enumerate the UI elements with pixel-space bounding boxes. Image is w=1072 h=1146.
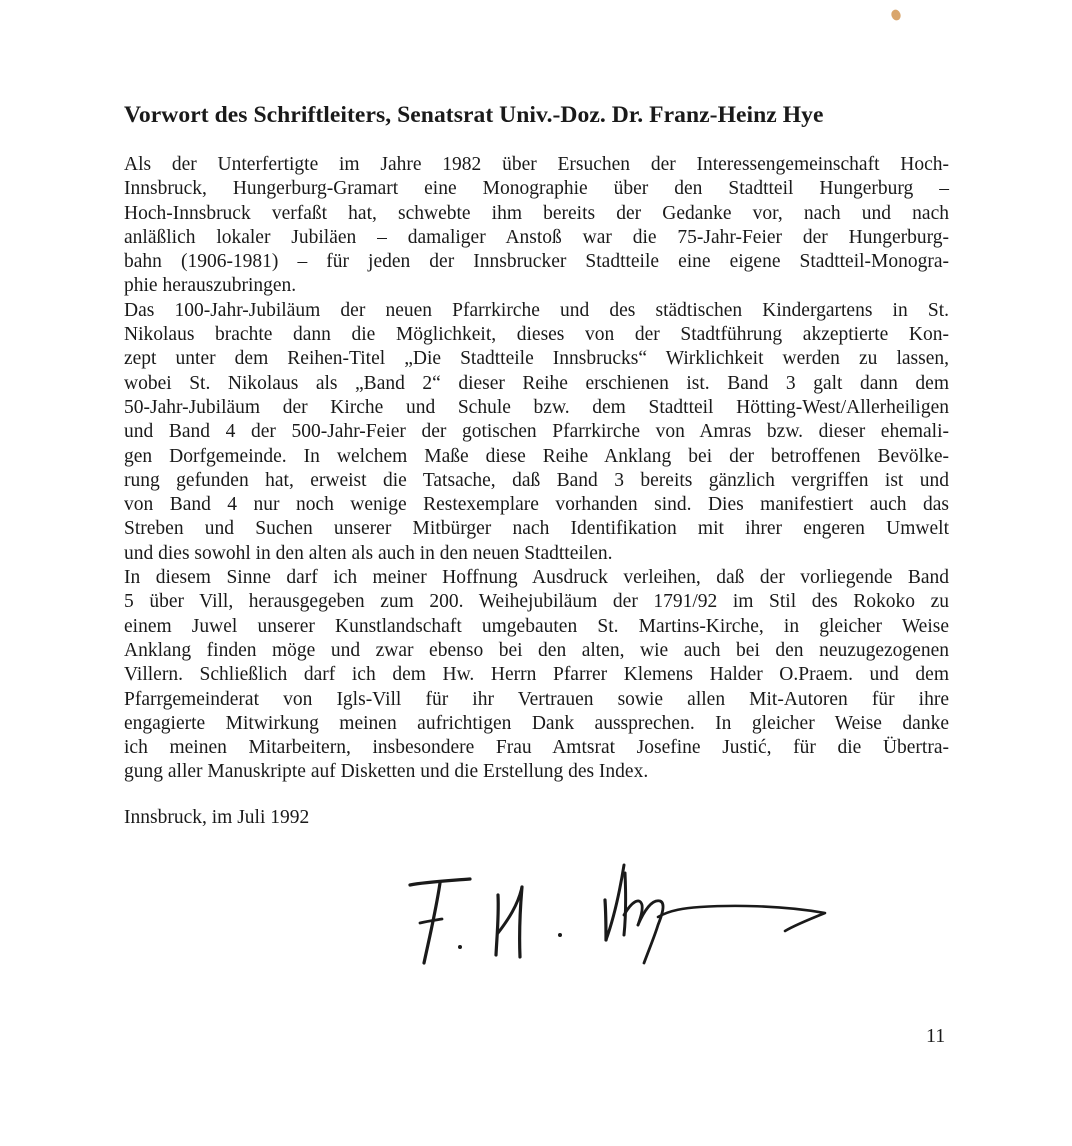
body-line: gen Dorfgemeinde. In welchem Maße diese Reihe Anklang bei der betroffenen Bevölke- [124, 445, 949, 467]
body-line: In diesem Sinne darf ich meiner Hoffnung Ausdruck verleihen, daß der vorliegende Band [124, 567, 949, 589]
body-line: Anklang finden möge und zwar ebenso bei den alten, wie auch bei den neuzugezogenen [124, 639, 949, 661]
body-line: anläßlich lokaler Jubiläen – damaliger Anstoß war die 75-Jahr-Feier der Hungerburg- [124, 226, 949, 248]
body-line: 50-Jahr-Jubiläum der Kirche und Schule bzw. dem Stadtteil Hötting-West/Allerheiligen [124, 396, 949, 418]
body-line: rung gefunden hat, erweist die Tatsache, daß Band 3 bereits gänzlich vergriffen ist und [124, 469, 949, 491]
preface-body [124, 153, 949, 785]
body-line: Villern. Schließlich darf ich dem Hw. Herrn Pfarrer Klemens Halder O.Praem. und dem [124, 664, 949, 686]
body-line: ich meinen Mitarbeitern, insbesondere Frau Amtsrat Josefine Justić, für die Übertra- [124, 737, 949, 759]
body-line: Das 100-Jahr-Jubiläum der neuen Pfarrkirche und des städtischen Kindergartens in St. [124, 299, 949, 321]
page-number: 11 [926, 1025, 946, 1047]
body-line: Streben und Suchen unserer Mitbürger nach Identifikation mit ihrer engeren Umwelt [124, 518, 949, 540]
body-line: Nikolaus brachte dann die Möglichkeit, dieses von der Stadtführung akzeptierte Kon- [124, 324, 949, 346]
body-line: Innsbruck, Hungerburg-Gramart eine Monographie über den Stadtteil Hungerburg – [124, 178, 949, 200]
body-line: Pfarrgemeinderat von Igls-Vill für ihr Vertrauen sowie allen Mit-Autoren für ihre [124, 688, 949, 710]
place-date-line: Innsbruck, im Juli 1992 [124, 807, 310, 828]
body-line: gung aller Manuskripte auf Disketten und die Erstellung des Index. [124, 761, 649, 783]
body-line: wobei St. Nikolaus als „Band 2“ dieser Reihe erschienen ist. Band 3 galt dann dem [124, 372, 949, 394]
body-line: Hoch-Innsbruck verfaßt hat, schwebte ihm bereits der Gedanke vor, nach und nach [124, 202, 949, 224]
body-line: engagierte Mitwirkung meinen aufrichtigen Dank aussprechen. In gleicher Weise danke [124, 712, 949, 734]
body-line: einem Juwel unserer Kunstlandschaft umgebauten St. Martins-Kirche, in gleicher Weise [124, 615, 949, 637]
body-line: zept unter dem Reihen-Titel „Die Stadtteile Innsbrucks“ Wirklichkeit werden zu lassen, [124, 348, 949, 370]
handwritten-signature [400, 855, 840, 975]
paper-stain [890, 8, 902, 22]
body-line: und dies sowohl in den alten als auch in den neuen Stadtteilen. [124, 542, 613, 564]
body-line: bahn (1906-1981) – für jeden der Innsbrucker Stadtteile eine eigene Stadtteil-Monogra- [124, 251, 949, 273]
preface-heading: Vorwort des Schriftleiters, Senatsrat Univ.-Doz. Dr. Franz-Heinz Hye [124, 102, 824, 128]
body-line: 5 über Vill, herausgegeben zum 200. Weihejubiläum der 1791/92 im Stil des Rokoko zu [124, 591, 949, 613]
body-line: phie herauszubringen. [124, 275, 297, 297]
body-line: und Band 4 der 500-Jahr-Feier der gotischen Pfarrkirche von Amras bzw. dieser ehemali- [124, 421, 949, 443]
body-line: von Band 4 nur noch wenige Restexemplare vorhanden sind. Dies manifestiert auch das [124, 494, 949, 516]
body-line: Als der Unterfertigte im Jahre 1982 über Ersuchen der Interessengemeinschaft Hoch- [124, 154, 949, 175]
